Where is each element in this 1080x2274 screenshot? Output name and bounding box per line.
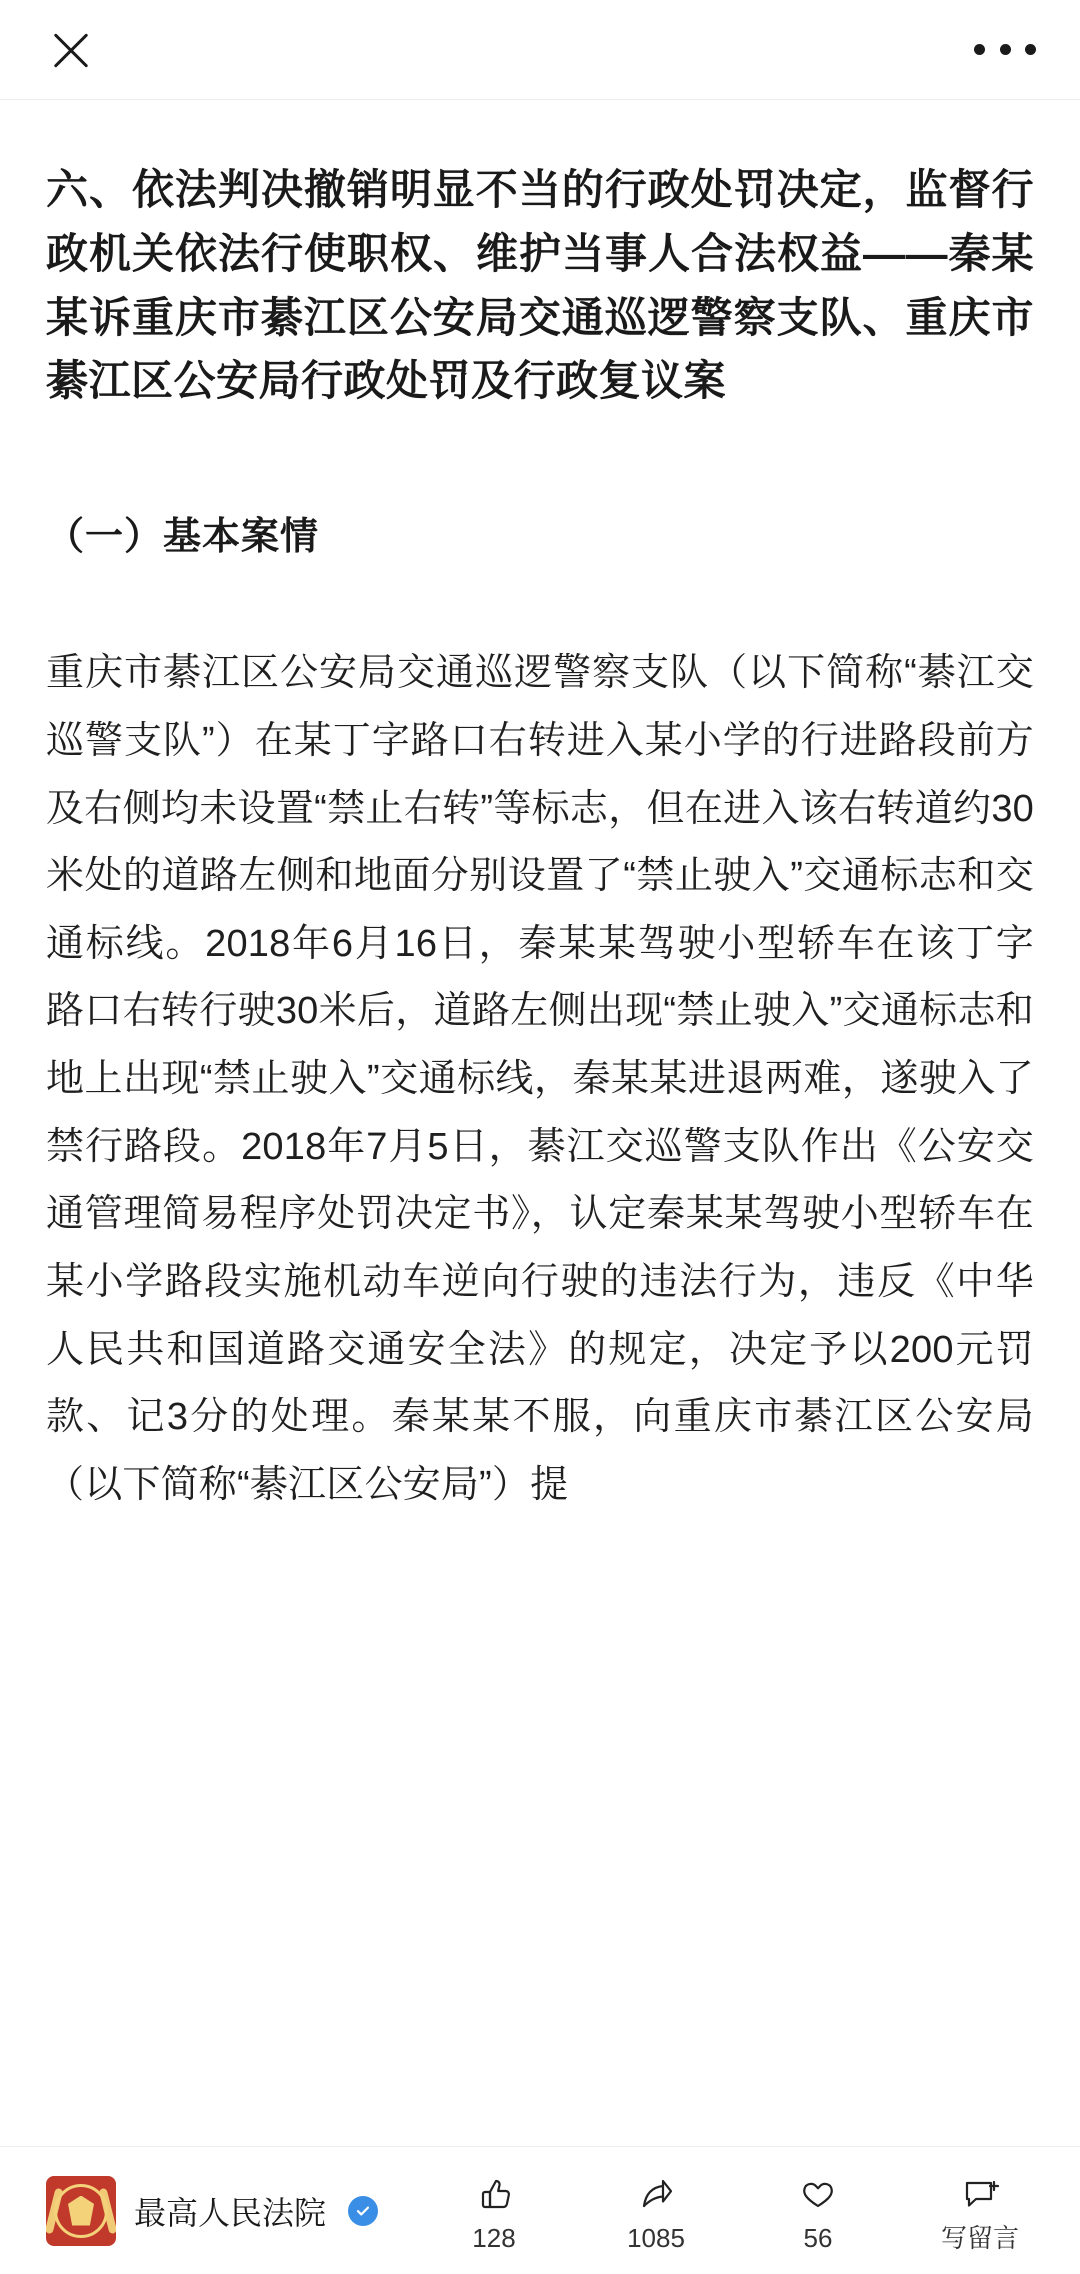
- more-dot: [1025, 44, 1036, 55]
- article-paragraph: 重庆市綦江区公安局交通巡逻警察支队（以下简称“綦江交巡警支队”）在某丁字路口右转进入某小学的行进路段前方及右侧均未设置“禁止右转”等标志，但在进入该右转道约30米处的道路左侧和地面分别设置了“禁止驶入”交通标志和交通标线。2018年6月16日，秦某某驾驶小型轿车在该丁字路口右转行驶30米后，道路左侧出现“禁止驶入”交通标志和地上出现“禁止驶入”交通标线，秦某某进退两难，遂驶入了禁行路段。2018年7月5日，綦江交巡警支队作出《公安交通管理简易程序处罚决定书》，认定秦某某驾驶小型轿车在某小学路段实施机动车逆向行驶的违法行为，违反《中华人民共和国道路交通安全法》的规定，决定予以200元罚款、记3分的处理。秦某某不服，向重庆市綦江区公安局（以下简称“綦江区公安局”）提: [46, 652, 1034, 1506]
- court-emblem-logo-icon: [46, 2176, 116, 2246]
- share-button[interactable]: [602, 2171, 710, 2251]
- account-name: 最高人民法院: [134, 2194, 327, 2231]
- like-button[interactable]: [440, 2171, 548, 2251]
- page-title: 六、依法判决撤销明显不当的行政处罚决定，监督行政机关依法行使职权、维护当事人合法权益——秦某某诉重庆市綦江区公安局交通巡逻警察支队、重庆市綦江区公安局行政处罚及行政复议案: [46, 166, 1034, 405]
- engagement-actions: [440, 2171, 1038, 2251]
- more-dot: [974, 44, 985, 55]
- comment-icon: [958, 2171, 1002, 2217]
- more-dot: [1000, 44, 1011, 55]
- comment-button[interactable]: [926, 2171, 1034, 2251]
- article-content: [0, 100, 1080, 2146]
- comment-label: 写留言: [940, 2222, 1019, 2253]
- account-info[interactable]: [46, 2176, 378, 2246]
- more-options-icon[interactable]: [974, 23, 1036, 77]
- share-count: 1085: [627, 2222, 685, 2253]
- favorite-count: 56: [803, 2222, 833, 2253]
- thumbs-up-icon: [472, 2171, 516, 2217]
- heart-icon: [796, 2171, 840, 2217]
- close-icon[interactable]: [44, 23, 98, 77]
- share-arrow-icon: [634, 2171, 678, 2217]
- section-heading: （一）基本案情: [46, 516, 320, 559]
- bottom-action-bar: [0, 2146, 1080, 2274]
- favorite-button[interactable]: [764, 2171, 872, 2251]
- verified-badge-icon: [348, 2196, 378, 2226]
- top-navigation-bar: [0, 0, 1080, 100]
- like-count: 128: [472, 2222, 516, 2253]
